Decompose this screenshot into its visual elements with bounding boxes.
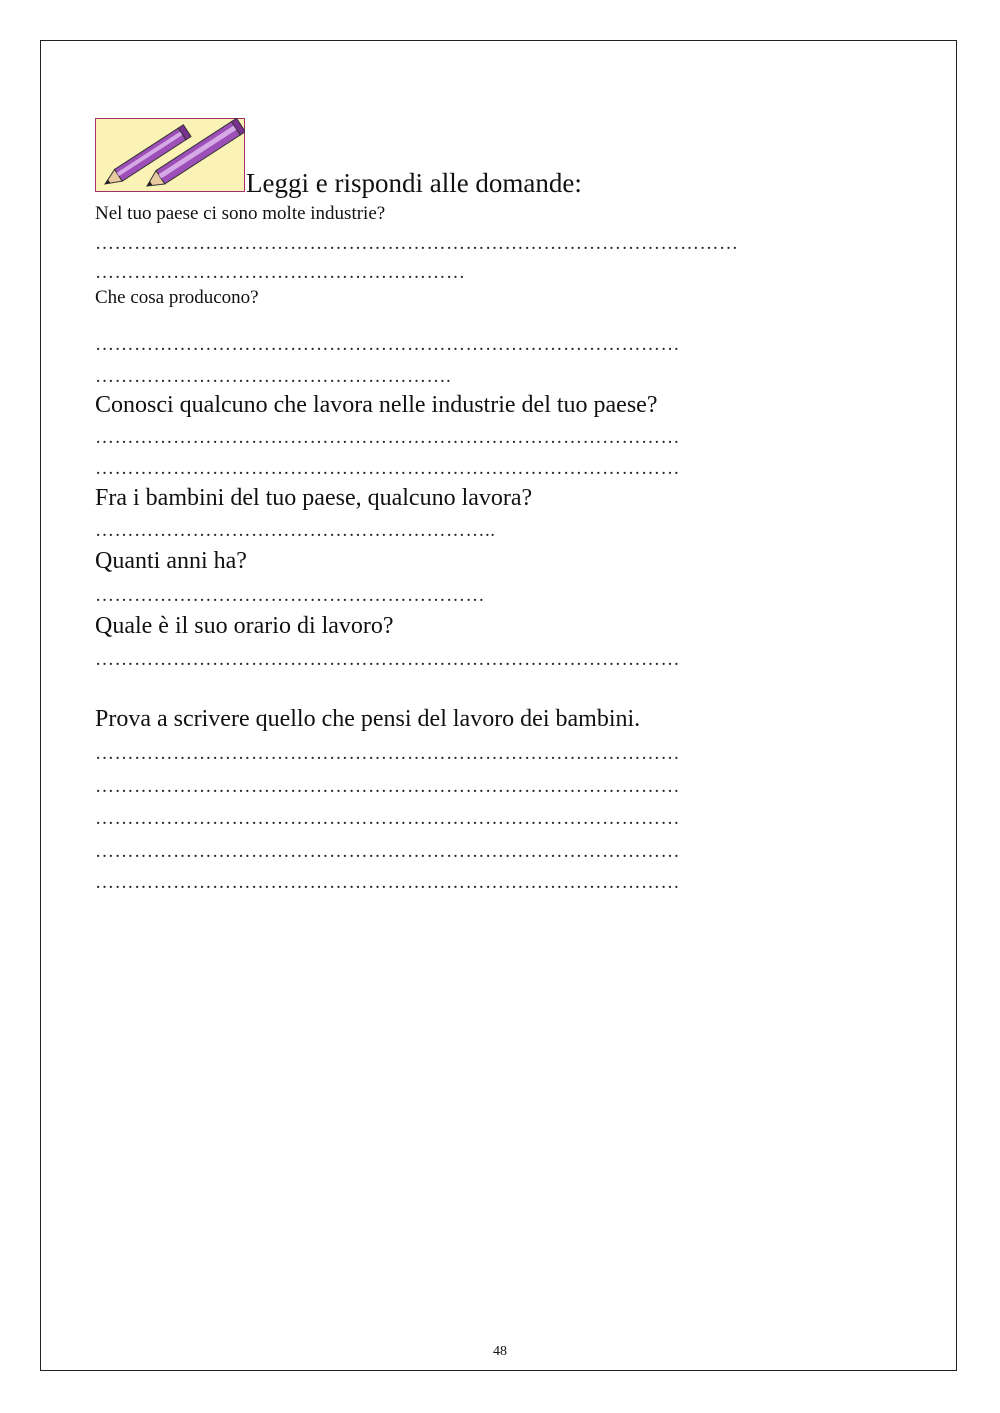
answer-line[interactable]: ……………………………………………………………………………… (95, 427, 680, 448)
answer-line[interactable]: ………………………………………………. (95, 366, 452, 387)
page-number: 48 (493, 1344, 507, 1359)
answer-line[interactable]: ……………………………………………………………………………… (95, 841, 680, 862)
question-text: Prova a scrivere quello che pensi del lavoro dei bambini. (95, 706, 641, 732)
question-text: Che cosa producono? (95, 287, 259, 308)
question-text: Quale è il suo orario di lavoro? (95, 613, 394, 639)
answer-line[interactable]: ……………………………………………………………………………… (95, 458, 680, 479)
question-text: Quanti anni ha? (95, 548, 247, 574)
answer-line[interactable]: ……………………………………………………………………………… (95, 872, 680, 893)
question-text: Nel tuo paese ci sono molte industrie? (95, 203, 386, 224)
question-text: Fra i bambini del tuo paese, qualcuno lavora? (95, 485, 533, 511)
answer-line[interactable]: …………………………………………………… (95, 585, 485, 606)
answer-line[interactable]: …………………………………………………….. (95, 520, 496, 541)
answer-line[interactable]: ………………………………………………… (95, 262, 466, 283)
question-text: Conosci qualcuno che lavora nelle industrie del tuo paese? (95, 392, 658, 418)
answer-line[interactable]: ……………………………………………………………………………… (95, 649, 680, 670)
page-title: Leggi e rispondi alle domande: (246, 168, 582, 198)
pencils-icon (95, 118, 245, 192)
answer-line[interactable]: ……………………………………………………………………………… (95, 808, 680, 829)
answer-line[interactable]: ……………………………………………………………………………………… (95, 233, 739, 254)
answer-line[interactable]: ……………………………………………………………………………… (95, 743, 680, 764)
answer-line[interactable]: ……………………………………………………………………………… (95, 334, 680, 355)
answer-line[interactable]: ……………………………………………………………………………… (95, 776, 680, 797)
